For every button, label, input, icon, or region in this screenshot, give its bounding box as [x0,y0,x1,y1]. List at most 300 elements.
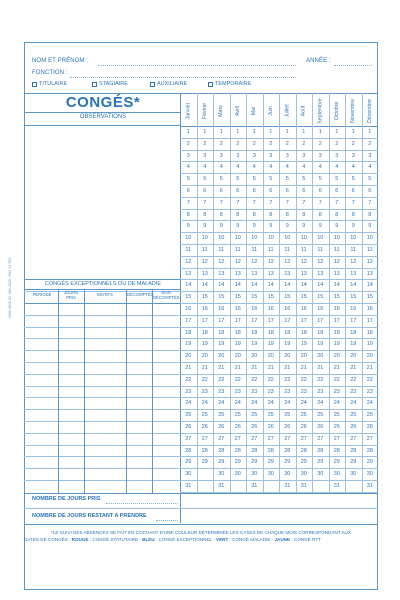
day-cell[interactable]: 15 [333,294,340,301]
day-cell[interactable]: 20 [201,353,208,360]
day-cell[interactable]: 12 [333,258,340,265]
day-cell[interactable]: 10 [234,235,241,242]
day-cell[interactable]: 26 [284,424,291,430]
day-cell[interactable]: 1 [186,129,190,135]
day-cell[interactable]: 16 [366,306,373,312]
day-cell[interactable]: 5 [252,176,256,183]
day-cell[interactable]: 9 [335,223,339,230]
day-cell[interactable]: 25 [251,412,258,419]
day-cell[interactable]: 10 [366,235,373,242]
day-cell[interactable]: 24 [333,400,340,407]
day-cell[interactable]: 11 [251,247,258,253]
day-cell[interactable]: 16 [317,306,324,312]
day-cell[interactable]: 13 [333,270,340,277]
day-cell[interactable]: 19 [185,341,192,348]
day-cell[interactable]: 21 [300,365,307,371]
day-cell[interactable]: 14 [234,282,241,289]
day-cell[interactable]: 5 [219,176,223,183]
day-cell[interactable]: 18 [267,329,274,336]
day-cell[interactable]: 12 [317,258,324,265]
day-cell[interactable]: 17 [218,317,225,324]
day-cell[interactable]: 13 [251,270,258,277]
day-cell[interactable]: 6 [351,188,355,194]
day-cell[interactable]: 22 [218,376,225,383]
day-cell[interactable]: 2 [269,140,273,147]
day-cell[interactable]: 29 [201,459,208,466]
day-cell[interactable]: 14 [300,282,307,289]
day-cell[interactable]: 27 [234,435,241,442]
day-cell[interactable]: 4 [285,164,289,171]
day-cell[interactable]: 6 [186,188,190,194]
day-cell[interactable]: 11 [366,247,373,253]
day-cell[interactable]: 2 [252,140,256,147]
day-cell[interactable]: 21 [333,365,340,371]
day-cell[interactable]: 3 [236,152,240,159]
day-cell[interactable]: 8 [285,211,289,218]
day-cell[interactable]: 18 [185,329,192,336]
day-cell[interactable]: 13 [218,270,225,277]
day-cell[interactable]: 13 [234,270,241,277]
day-cell[interactable]: 29 [251,459,258,466]
day-cell[interactable]: 21 [267,365,274,371]
day-cell[interactable]: 4 [335,164,339,171]
day-cell[interactable]: 9 [269,223,273,230]
day-cell[interactable]: 7 [318,199,322,206]
day-cell[interactable]: 28 [201,447,208,454]
day-cell[interactable]: 4 [368,164,372,171]
day-cell[interactable]: 21 [201,365,208,371]
day-cell[interactable]: 3 [186,152,190,159]
day-cell[interactable]: 11 [284,247,291,253]
day-cell[interactable]: 20 [366,353,373,360]
day-cell[interactable]: 11 [300,247,307,253]
day-cell[interactable]: 23 [201,388,208,395]
day-cell[interactable]: 30 [317,471,324,478]
day-cell[interactable]: 11 [267,247,274,253]
day-cell[interactable]: 29 [185,459,192,466]
day-cell[interactable]: 18 [251,329,258,336]
day-cell[interactable]: 2 [203,140,207,147]
day-cell[interactable]: 21 [366,365,373,371]
day-cell[interactable]: 23 [333,388,340,395]
day-cell[interactable]: 20 [218,353,225,360]
day-cell[interactable]: 24 [284,400,291,407]
day-cell[interactable]: 24 [218,400,225,407]
day-cell[interactable]: 30 [300,471,307,478]
day-cell[interactable]: 4 [302,164,306,171]
day-cell[interactable]: 24 [300,400,307,407]
day-cell[interactable]: 5 [351,176,355,183]
day-cell[interactable]: 8 [236,211,240,218]
day-cell[interactable]: 9 [236,223,240,230]
day-cell[interactable]: 30 [185,471,192,478]
day-cell[interactable]: 16 [333,306,340,312]
day-cell[interactable]: 10 [218,235,225,242]
day-cell[interactable]: 5 [269,176,273,183]
day-cell[interactable]: 10 [284,235,291,242]
function-field[interactable] [70,77,296,78]
day-cell[interactable]: 5 [335,176,339,183]
year-field[interactable] [334,65,372,66]
day-cell[interactable]: 1 [219,129,223,135]
day-cell[interactable]: 24 [234,400,241,407]
day-cell[interactable]: 31 [300,483,307,489]
day-cell[interactable]: 25 [218,412,225,419]
day-cell[interactable]: 4 [252,164,256,171]
day-cell[interactable]: 12 [234,258,241,265]
day-cell[interactable]: 3 [335,152,339,159]
day-cell[interactable]: 22 [350,376,357,383]
day-cell[interactable]: 25 [366,412,373,419]
day-cell[interactable]: 2 [368,140,372,147]
day-cell[interactable]: 22 [201,376,208,383]
day-cell[interactable]: 29 [284,459,291,466]
day-cell[interactable]: 28 [218,447,225,454]
day-cell[interactable]: 5 [186,176,190,183]
days-remaining-field[interactable] [156,520,178,521]
day-cell[interactable]: 22 [284,376,291,383]
day-cell[interactable]: 28 [251,447,258,454]
day-cell[interactable]: 27 [300,435,307,442]
day-cell[interactable]: 20 [350,353,357,360]
day-cell[interactable]: 27 [317,435,324,442]
day-cell[interactable]: 19 [218,341,225,348]
day-cell[interactable]: 29 [366,459,373,466]
day-cell[interactable]: 16 [234,306,241,312]
day-cell[interactable]: 3 [252,152,256,159]
day-cell[interactable]: 8 [318,211,322,218]
day-cell[interactable]: 19 [350,341,357,348]
day-cell[interactable]: 4 [269,164,273,171]
day-cell[interactable]: 2 [351,140,355,147]
day-cell[interactable]: 16 [350,306,357,312]
day-cell[interactable]: 17 [300,317,307,324]
day-cell[interactable]: 7 [236,199,240,206]
day-cell[interactable]: 7 [285,199,289,206]
day-cell[interactable]: 13 [317,270,324,277]
day-cell[interactable]: 21 [185,365,192,371]
day-cell[interactable]: 10 [251,235,258,242]
day-cell[interactable]: 17 [201,317,208,324]
day-cell[interactable]: 26 [366,424,373,430]
day-cell[interactable]: 29 [267,459,274,466]
day-cell[interactable]: 12 [218,258,225,265]
day-cell[interactable]: 27 [251,435,258,442]
day-cell[interactable]: 16 [284,306,291,312]
day-cell[interactable]: 12 [201,258,208,265]
day-cell[interactable]: 31 [333,483,340,489]
day-cell[interactable]: 16 [201,306,208,312]
day-cell[interactable]: 23 [300,388,307,395]
day-cell[interactable]: 9 [252,223,256,230]
day-cell[interactable]: 25 [234,412,241,419]
day-cell[interactable]: 23 [284,388,291,395]
day-cell[interactable]: 3 [368,152,372,159]
day-cell[interactable]: 16 [267,306,274,312]
day-cell[interactable]: 17 [350,317,357,324]
day-cell[interactable]: 25 [300,412,307,419]
day-cell[interactable]: 2 [186,140,190,147]
day-cell[interactable]: 21 [350,365,357,371]
day-cell[interactable]: 30 [234,471,241,478]
day-cell[interactable]: 18 [317,329,324,336]
day-cell[interactable]: 22 [234,376,241,383]
day-cell[interactable]: 17 [251,317,258,324]
day-cell[interactable]: 10 [300,235,307,242]
day-cell[interactable]: 18 [366,329,373,336]
day-cell[interactable]: 20 [267,353,274,360]
day-cell[interactable]: 16 [218,306,225,312]
day-cell[interactable]: 18 [300,329,307,336]
day-cell[interactable]: 7 [335,199,339,206]
day-cell[interactable]: 17 [267,317,274,324]
day-cell[interactable]: 27 [284,435,291,442]
day-cell[interactable]: 17 [317,317,324,324]
day-cell[interactable]: 5 [318,176,322,183]
day-cell[interactable]: 22 [300,376,307,383]
day-cell[interactable]: 26 [234,424,241,430]
day-cell[interactable]: 28 [350,447,357,454]
day-cell[interactable]: 1 [285,129,289,135]
day-cell[interactable]: 7 [368,199,372,206]
day-cell[interactable]: 19 [317,341,324,348]
day-cell[interactable]: 28 [333,447,340,454]
day-cell[interactable]: 25 [333,412,340,419]
day-cell[interactable]: 17 [333,317,340,324]
day-cell[interactable]: 15 [234,294,241,301]
day-cell[interactable]: 6 [285,188,289,194]
day-cell[interactable]: 1 [252,129,256,135]
day-cell[interactable]: 3 [269,152,273,159]
day-cell[interactable]: 12 [350,258,357,265]
day-cell[interactable]: 22 [185,376,192,383]
day-cell[interactable]: 3 [203,152,207,159]
day-cell[interactable]: 14 [185,282,192,289]
day-cell[interactable]: 11 [201,247,208,253]
day-cell[interactable]: 16 [300,306,307,312]
day-cell[interactable]: 7 [269,199,273,206]
day-cell[interactable]: 17 [234,317,241,324]
day-cell[interactable]: 19 [284,341,291,348]
day-cell[interactable]: 29 [333,459,340,466]
day-cell[interactable]: 26 [350,424,357,430]
day-cell[interactable]: 15 [251,294,258,301]
day-cell[interactable]: 20 [317,353,324,360]
day-cell[interactable]: 16 [251,306,258,312]
day-cell[interactable]: 23 [350,388,357,395]
day-cell[interactable]: 22 [251,376,258,383]
day-cell[interactable]: 19 [366,341,373,348]
day-cell[interactable]: 17 [185,317,192,324]
day-cell[interactable]: 24 [185,400,192,407]
day-cell[interactable]: 30 [251,471,258,478]
day-cell[interactable]: 15 [185,294,192,301]
day-cell[interactable]: 15 [201,294,208,301]
day-cell[interactable]: 5 [285,176,289,183]
day-cell[interactable]: 8 [335,211,339,218]
day-cell[interactable]: 7 [203,199,207,206]
day-cell[interactable]: 24 [366,400,373,407]
day-cell[interactable]: 11 [234,247,241,253]
day-cell[interactable]: 29 [234,459,241,466]
day-cell[interactable]: 25 [317,412,324,419]
day-cell[interactable]: 10 [317,235,324,242]
day-cell[interactable]: 26 [300,424,307,430]
day-cell[interactable]: 7 [186,199,190,206]
days-taken-field[interactable] [106,503,178,504]
day-cell[interactable]: 31 [366,483,373,489]
day-cell[interactable]: 2 [219,140,223,147]
day-cell[interactable]: 7 [351,199,355,206]
day-cell[interactable]: 27 [267,435,274,442]
day-cell[interactable]: 4 [351,164,355,171]
day-cell[interactable]: 30 [366,471,373,478]
day-cell[interactable]: 8 [269,211,273,218]
day-cell[interactable]: 8 [219,211,223,218]
day-cell[interactable]: 30 [333,471,340,478]
day-cell[interactable]: 15 [218,294,225,301]
day-cell[interactable]: 28 [366,447,373,454]
day-cell[interactable]: 22 [267,376,274,383]
day-cell[interactable]: 20 [333,353,340,360]
day-cell[interactable]: 24 [251,400,258,407]
day-cell[interactable]: 13 [201,270,208,277]
day-cell[interactable]: 9 [368,223,372,230]
day-cell[interactable]: 10 [333,235,340,242]
day-cell[interactable]: 27 [185,435,192,442]
day-cell[interactable]: 19 [201,341,208,348]
day-cell[interactable]: 10 [201,235,208,242]
day-cell[interactable]: 14 [366,282,373,289]
day-cell[interactable]: 2 [335,140,339,147]
checkbox-auxiliaire[interactable] [150,81,187,87]
day-cell[interactable]: 24 [317,400,324,407]
day-cell[interactable]: 13 [350,270,357,277]
day-cell[interactable]: 31 [251,483,258,489]
day-cell[interactable]: 13 [284,270,291,277]
day-cell[interactable]: 27 [218,435,225,442]
day-cell[interactable]: 15 [317,294,324,301]
day-cell[interactable]: 20 [251,353,258,360]
day-cell[interactable]: 10 [350,235,357,242]
day-cell[interactable]: 28 [267,447,274,454]
day-cell[interactable]: 28 [284,447,291,454]
day-cell[interactable]: 11 [317,247,324,253]
day-cell[interactable]: 26 [333,424,340,430]
day-cell[interactable]: 29 [317,459,324,466]
day-cell[interactable]: 18 [218,329,225,336]
day-cell[interactable]: 29 [218,459,225,466]
day-cell[interactable]: 25 [267,412,274,419]
day-cell[interactable]: 13 [366,270,373,277]
day-cell[interactable]: 13 [267,270,274,277]
day-cell[interactable]: 24 [350,400,357,407]
day-cell[interactable]: 26 [201,424,208,430]
day-cell[interactable]: 5 [236,176,240,183]
day-cell[interactable]: 20 [284,353,291,360]
day-cell[interactable]: 15 [267,294,274,301]
day-cell[interactable]: 19 [251,341,258,348]
day-cell[interactable]: 11 [350,247,357,253]
day-cell[interactable]: 25 [201,412,208,419]
day-cell[interactable]: 5 [302,176,306,183]
day-cell[interactable]: 1 [236,129,240,135]
day-cell[interactable]: 8 [186,211,190,218]
day-cell[interactable]: 7 [219,199,223,206]
day-cell[interactable]: 13 [300,270,307,277]
day-cell[interactable]: 17 [366,317,373,324]
day-cell[interactable]: 19 [333,341,340,348]
day-cell[interactable]: 9 [219,223,223,230]
day-cell[interactable]: 1 [269,129,273,135]
day-cell[interactable]: 1 [368,129,372,135]
day-cell[interactable]: 3 [351,152,355,159]
day-cell[interactable]: 25 [350,412,357,419]
day-cell[interactable]: 22 [333,376,340,383]
day-cell[interactable]: 18 [234,329,241,336]
day-cell[interactable]: 11 [333,247,340,253]
day-cell[interactable]: 9 [203,223,207,230]
day-cell[interactable]: 11 [218,247,225,253]
day-cell[interactable]: 30 [284,471,291,478]
day-cell[interactable]: 20 [300,353,307,360]
day-cell[interactable]: 3 [302,152,306,159]
day-cell[interactable]: 22 [317,376,324,383]
day-cell[interactable]: 9 [302,223,306,230]
day-cell[interactable]: 4 [186,164,190,171]
day-cell[interactable]: 31 [284,483,291,489]
day-cell[interactable]: 27 [333,435,340,442]
day-cell[interactable]: 23 [251,388,258,395]
day-cell[interactable]: 18 [350,329,357,336]
day-cell[interactable]: 6 [368,188,372,194]
checkbox-temporaire[interactable] [208,81,251,87]
checkbox-titulaire[interactable] [32,81,67,87]
day-cell[interactable]: 8 [252,211,256,218]
day-cell[interactable]: 27 [366,435,373,442]
day-cell[interactable]: 15 [350,294,357,301]
day-cell[interactable]: 20 [234,353,241,360]
day-cell[interactable]: 6 [335,188,339,194]
day-cell[interactable]: 25 [185,412,192,419]
day-cell[interactable]: 2 [302,140,306,147]
day-cell[interactable]: 14 [284,282,291,289]
day-cell[interactable]: 12 [267,258,274,265]
day-cell[interactable]: 4 [318,164,322,171]
day-cell[interactable]: 4 [203,164,207,171]
day-cell[interactable]: 12 [284,258,291,265]
day-cell[interactable]: 23 [366,388,373,395]
day-cell[interactable]: 27 [350,435,357,442]
day-cell[interactable]: 19 [300,341,307,348]
day-cell[interactable]: 6 [269,188,273,194]
day-cell[interactable]: 12 [366,258,373,265]
day-cell[interactable]: 3 [318,152,322,159]
day-cell[interactable]: 15 [300,294,307,301]
day-cell[interactable]: 16 [185,306,192,312]
day-cell[interactable]: 28 [300,447,307,454]
day-cell[interactable]: 23 [234,388,241,395]
day-cell[interactable]: 10 [267,235,274,242]
day-cell[interactable]: 26 [251,424,258,430]
day-cell[interactable]: 21 [284,365,291,371]
day-cell[interactable]: 1 [203,129,207,135]
day-cell[interactable]: 12 [185,258,192,265]
day-cell[interactable]: 30 [218,471,225,478]
day-cell[interactable]: 6 [203,188,207,194]
day-cell[interactable]: 8 [302,211,306,218]
day-cell[interactable]: 15 [284,294,291,301]
